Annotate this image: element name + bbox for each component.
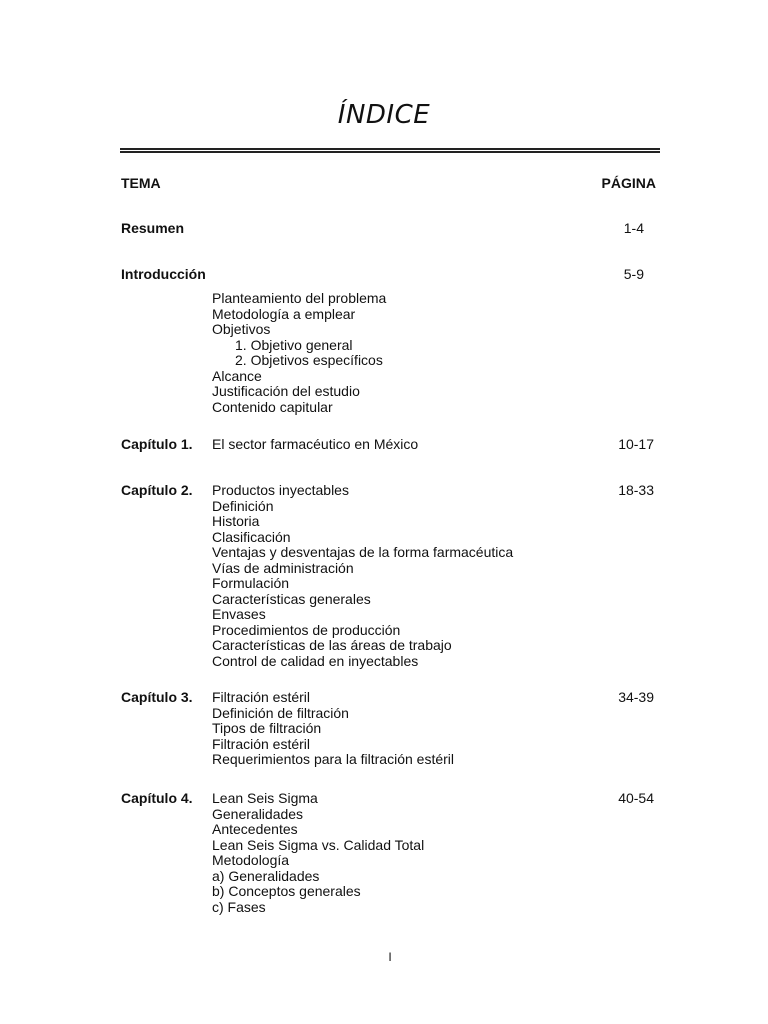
list-item: c) Fases — [212, 898, 266, 915]
toc-sublist-capitulo-2 — [212, 483, 513, 669]
list-item: Definición — [212, 497, 274, 514]
list-item: Contenido capitular — [212, 398, 333, 415]
toc-label: Capítulo 3. — [121, 689, 193, 705]
list-item: Generalidades — [212, 805, 304, 822]
list-item: Antecedentes — [212, 821, 298, 837]
list-item: Clasificación — [212, 528, 291, 545]
toc-sublist-capitulo-3 — [212, 690, 454, 768]
list-item: 1. Objetivo general — [235, 336, 353, 353]
list-item: Características de las áreas de trabajo — [212, 637, 452, 653]
header-tema: TEMA — [121, 175, 161, 191]
list-item: Tipos de filtración — [212, 720, 322, 736]
list-item: Objetivos — [212, 321, 271, 337]
toc-sublist-capitulo-1 — [212, 437, 418, 453]
toc-pages: 1-4 — [623, 220, 644, 236]
list-item: Filtración estéril — [212, 689, 311, 705]
header-pagina: PÁGINA — [601, 175, 656, 191]
toc-label: Resumen — [121, 220, 185, 236]
page-title: ÍNDICE — [337, 100, 431, 130]
list-item: Lean Seis Sigma vs. Calidad Total — [212, 836, 425, 853]
list-item: 2. Objetivos específicos — [235, 352, 383, 368]
toc-pages: 34-39 — [618, 689, 654, 705]
toc-sublist-introduccion — [212, 291, 386, 415]
list-item: Definición de filtración — [212, 704, 349, 721]
list-item: Planteamiento del problema — [212, 290, 387, 306]
list-item: El sector farmacéutico en México — [212, 436, 419, 452]
list-item: Ventajas y desventajas de la forma farmacéutica — [212, 544, 514, 560]
toc-pages: 40-54 — [618, 790, 654, 806]
list-item: Justificación del estudio — [212, 383, 360, 399]
toc-label: Capítulo 2. — [121, 482, 193, 498]
toc-label: Capítulo 1. — [121, 436, 193, 452]
list-item: Envases — [212, 606, 266, 622]
toc-label: Capítulo 4. — [121, 790, 193, 806]
list-item: Filtración estéril — [212, 735, 311, 752]
list-item: a) Generalidades — [212, 867, 320, 884]
list-item: Requerimientos para la filtración estéril — [212, 751, 454, 767]
toc-sublist-capitulo-4 — [212, 791, 424, 915]
toc-label: Introducción — [121, 266, 206, 282]
toc-pages: 5-9 — [623, 266, 644, 282]
list-item: Formulación — [212, 575, 290, 591]
toc-pages: 10-17 — [618, 436, 654, 452]
list-item: Metodología — [212, 852, 290, 868]
list-item: Productos inyectables — [212, 482, 349, 498]
list-item: Procedimientos de producción — [212, 621, 401, 638]
list-item: Historia — [212, 513, 260, 529]
list-item: Vías de administración — [212, 559, 354, 576]
toc-pages: 18-33 — [618, 482, 654, 498]
list-item: Lean Seis Sigma — [212, 790, 318, 806]
list-item: Características generales — [212, 590, 371, 607]
list-item: Alcance — [212, 367, 262, 384]
list-item: Metodología a emplear — [212, 305, 356, 322]
page-number: I — [388, 950, 392, 964]
list-item: b) Conceptos generales — [212, 883, 361, 899]
title-double-rule — [120, 148, 660, 153]
list-item: Control de calidad en inyectables — [212, 652, 419, 669]
